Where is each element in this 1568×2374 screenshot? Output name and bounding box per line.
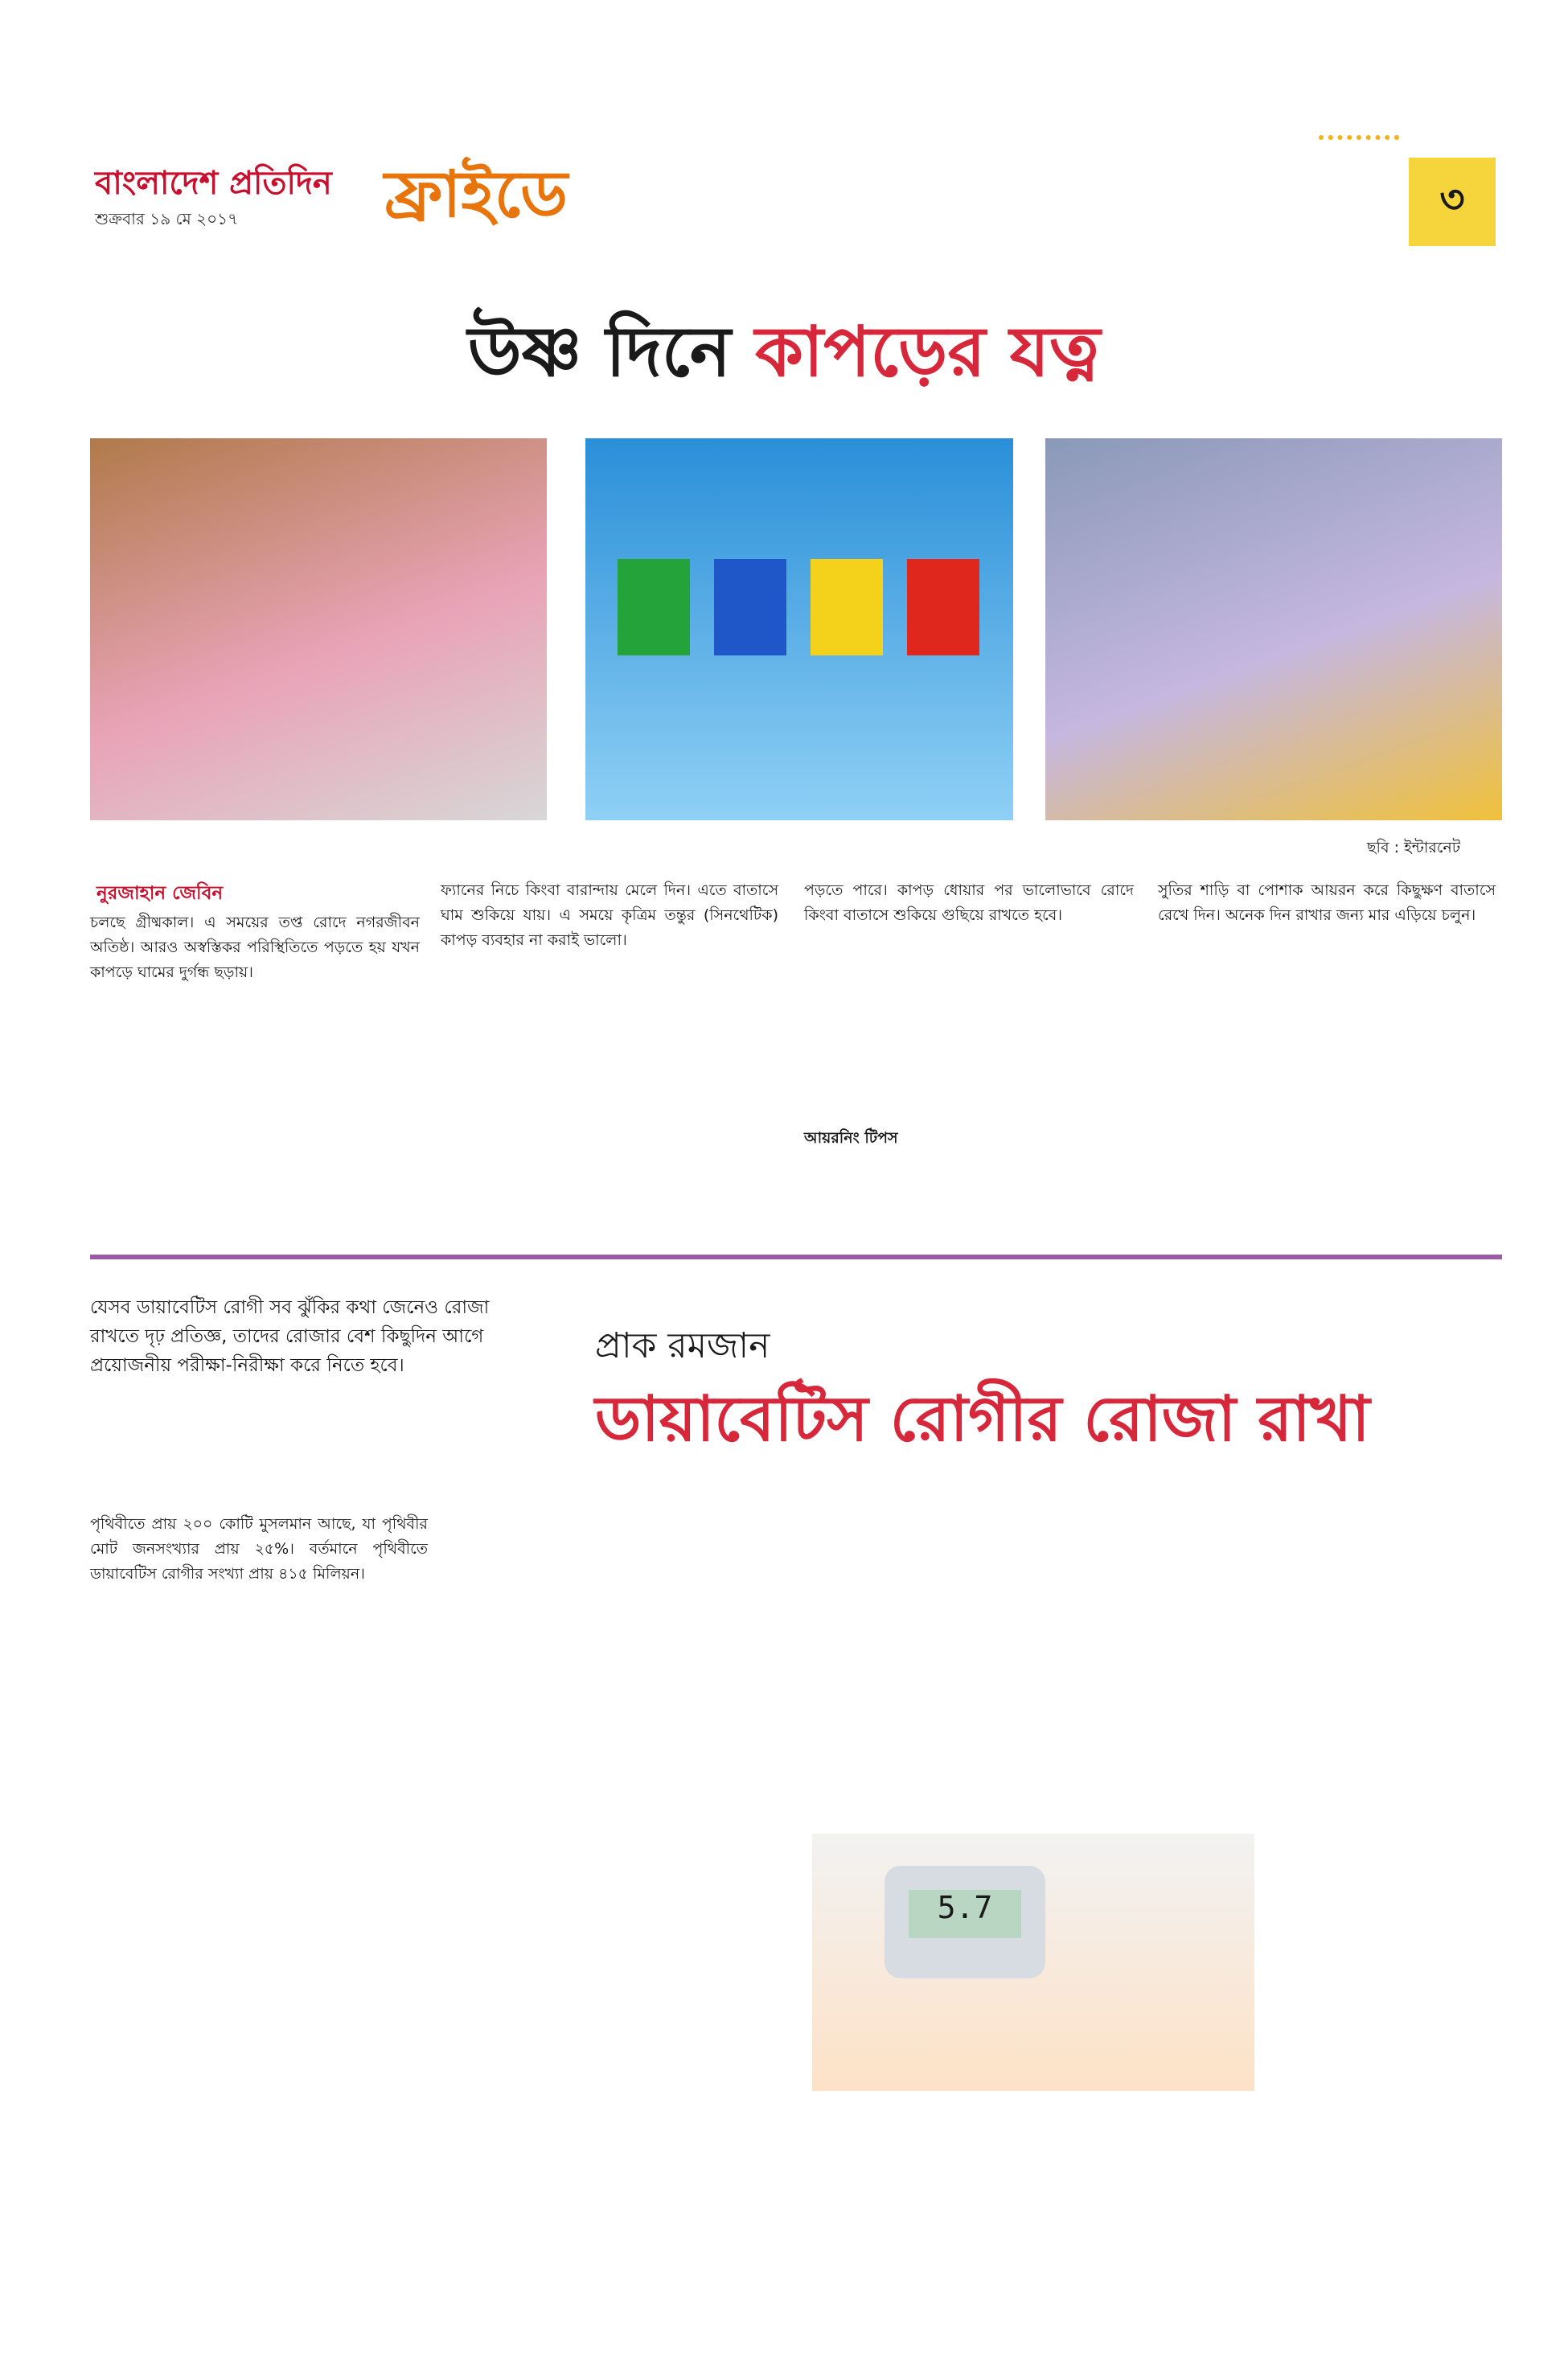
article2-intro: যেসব ডায়াবেটিস রোগী সব ঝুঁকির কথা জেনেও রোজা রাখতে দৃঢ় প্রতিজ্ঞ, তাদের রোজার বেশ কিছুদিন আগে প্রয়োজনীয় পরীক্ষা-নিরীক্ষা করে নিতে হবে। <box>90 1297 490 1376</box>
photo-shirts-on-line <box>585 438 1013 820</box>
article1-column-4: সুতির শাড়ি বা পোশাক আয়রন করে কিছুক্ষণ বাতাসে রেখে দিন। অনেক দিন রাখার জন্য মার এড়িয়ে চলুন। <box>1158 881 1496 924</box>
article2-column-1: পৃথিবীতে প্রায় ২০০ কোটি মুসলমান আছে, যা পৃথিবীর মোট জনসংখ্যার প্রায় ২৫%। বর্তমানে পৃথিবীতে ডায়াবেটিস রোগীর সংখ্যা প্রায় ৪১৫ মিলিয়ন। <box>90 1515 428 1583</box>
article1-column-3: পড়তে পারে। কাপড় ধোয়ার পর ভালোভাবে রোদে কিংবা বাতাসে শুকিয়ে গুছিয়ে রাখতে হবে। <box>804 881 1134 924</box>
photo-credit: ছবি : ইন্টারনেট <box>1367 839 1461 856</box>
section-title: ফ্রাইডে <box>384 157 569 232</box>
article1-author: নুরজাহান জেবিন <box>96 883 224 904</box>
page-number: ৩ <box>1409 158 1496 246</box>
glucose-meter-reading: 5.7 <box>909 1890 1021 1938</box>
article1-column-1: চলছে গ্রীষ্মকাল। এ সময়ের তপ্ত রোদে নগরজীবন অতিষ্ঠ। আরও অস্বস্তিকর পরিস্থিতিতে পড়তে হয় যখন কাপড়ে ঘামের দুর্গন্ধ ছড়ায়। <box>90 914 420 981</box>
article1-subhead-ironing: আয়রনিং টিপস <box>804 1129 898 1147</box>
photo-hand-washing <box>90 438 547 820</box>
masthead-paper-name: বাংলাদেশ প্রতিদিন <box>95 165 332 202</box>
decorative-dots <box>1319 135 1399 140</box>
article1-headline: উষ্ণ দিনে কাপড়ের যত্ন <box>467 312 1101 392</box>
article2-headline: ডায়াবেটিস রোগীর রোজা রাখা <box>595 1383 1370 1456</box>
masthead-date: শুক্রবার ১৯ মে ২০১৭ <box>95 209 239 228</box>
section-divider <box>90 1255 1502 1259</box>
photo-ironing <box>1045 438 1502 820</box>
article1-column-2: ফ্যানের নিচে কিংবা বারান্দায় মেলে দিন। এতে বাতাসে ঘাম শুকিয়ে যায়। এ সময়ে কৃত্রিম তন্তুর (সিনথেটিক) কাপড় ব্যবহার না করাই ভালো। <box>441 881 778 949</box>
article2-kicker: প্রাক রমজান <box>595 1325 770 1366</box>
